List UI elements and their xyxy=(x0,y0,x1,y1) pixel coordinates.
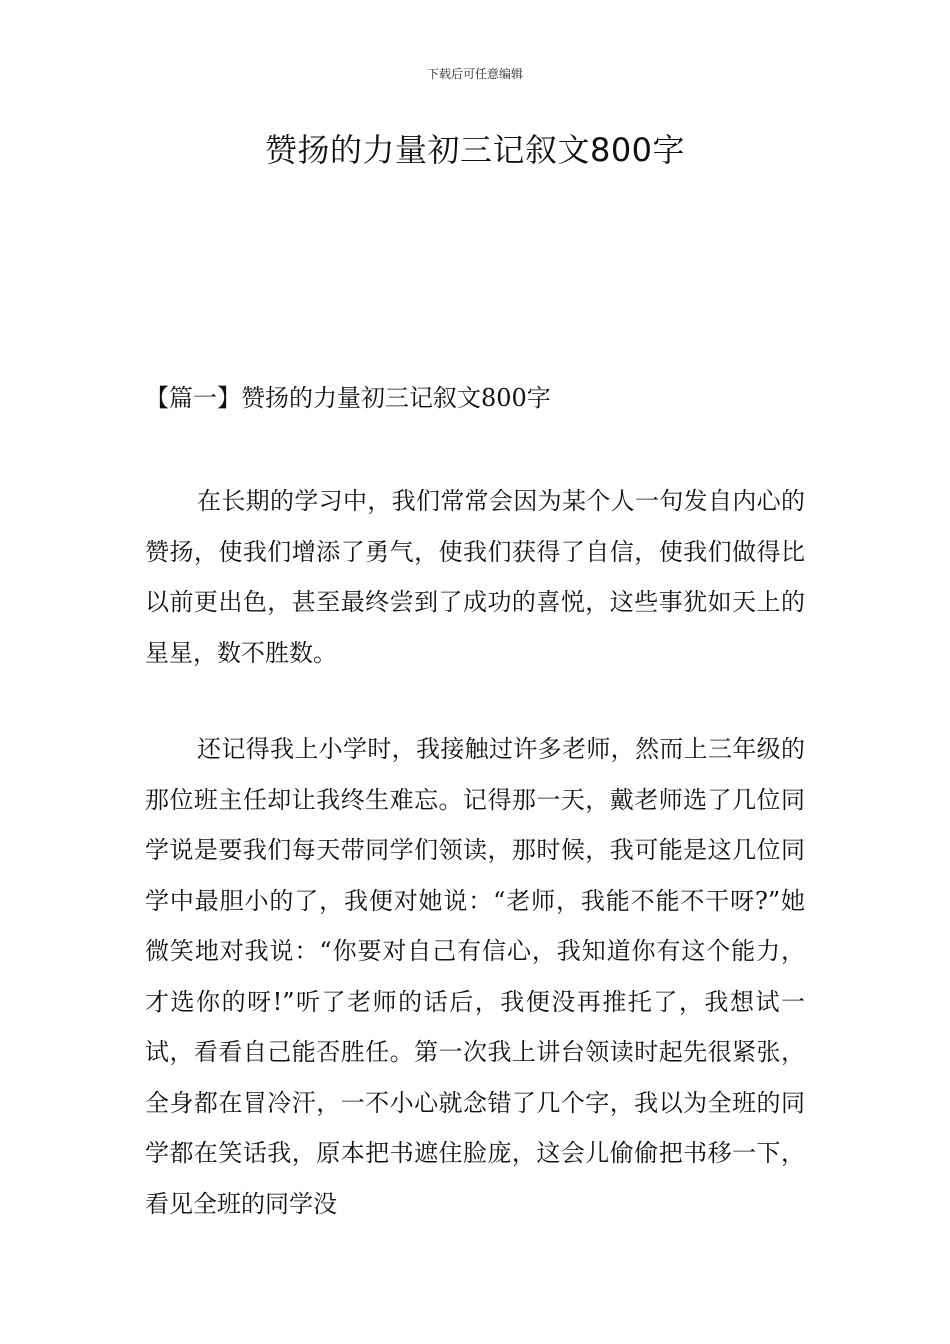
body-paragraph-2: 还记得我上小学时，我接触过许多老师，然而上三年级的那位班主任却让我终生难忘。记得那一天，戴老师选了几位同学说是要我们每天带同学们领读，那时候，我可能是这几位同学中最胆小的了，我便对她说：“老师，我能不能不干呀?”她微笑地对我说：“你要对自己有信心，我知道你有这个能力，才选你的呀!”听了老师的话后，我便没再推托了，我想试一试，看看自己能否胜任。第一次我上讲台领读时起先很紧张，全身都在冒冷汗，一不小心就念错了几个字，我以为全班的同学都在笑话我，原本把书遮住脸庞，这会儿偷偷把书移一下，看见全班的同学没 xyxy=(145,735,805,1218)
body-paragraph-1: 在长期的学习中，我们常常会因为某个人一句发自内心的赞扬，使我们增添了勇气，使我们获得了自信，使我们做得比以前更出色，甚至最终尝到了成功的喜悦，这些事犹如天上的星星，数不胜数。 xyxy=(145,487,805,667)
section-heading: 【篇一】赞扬的力量初三记叙文800字 xyxy=(145,384,551,412)
document-title: 赞扬的力量初三记叙文800字 xyxy=(264,131,686,169)
header-note: 下载后可任意编辑 xyxy=(426,67,523,81)
